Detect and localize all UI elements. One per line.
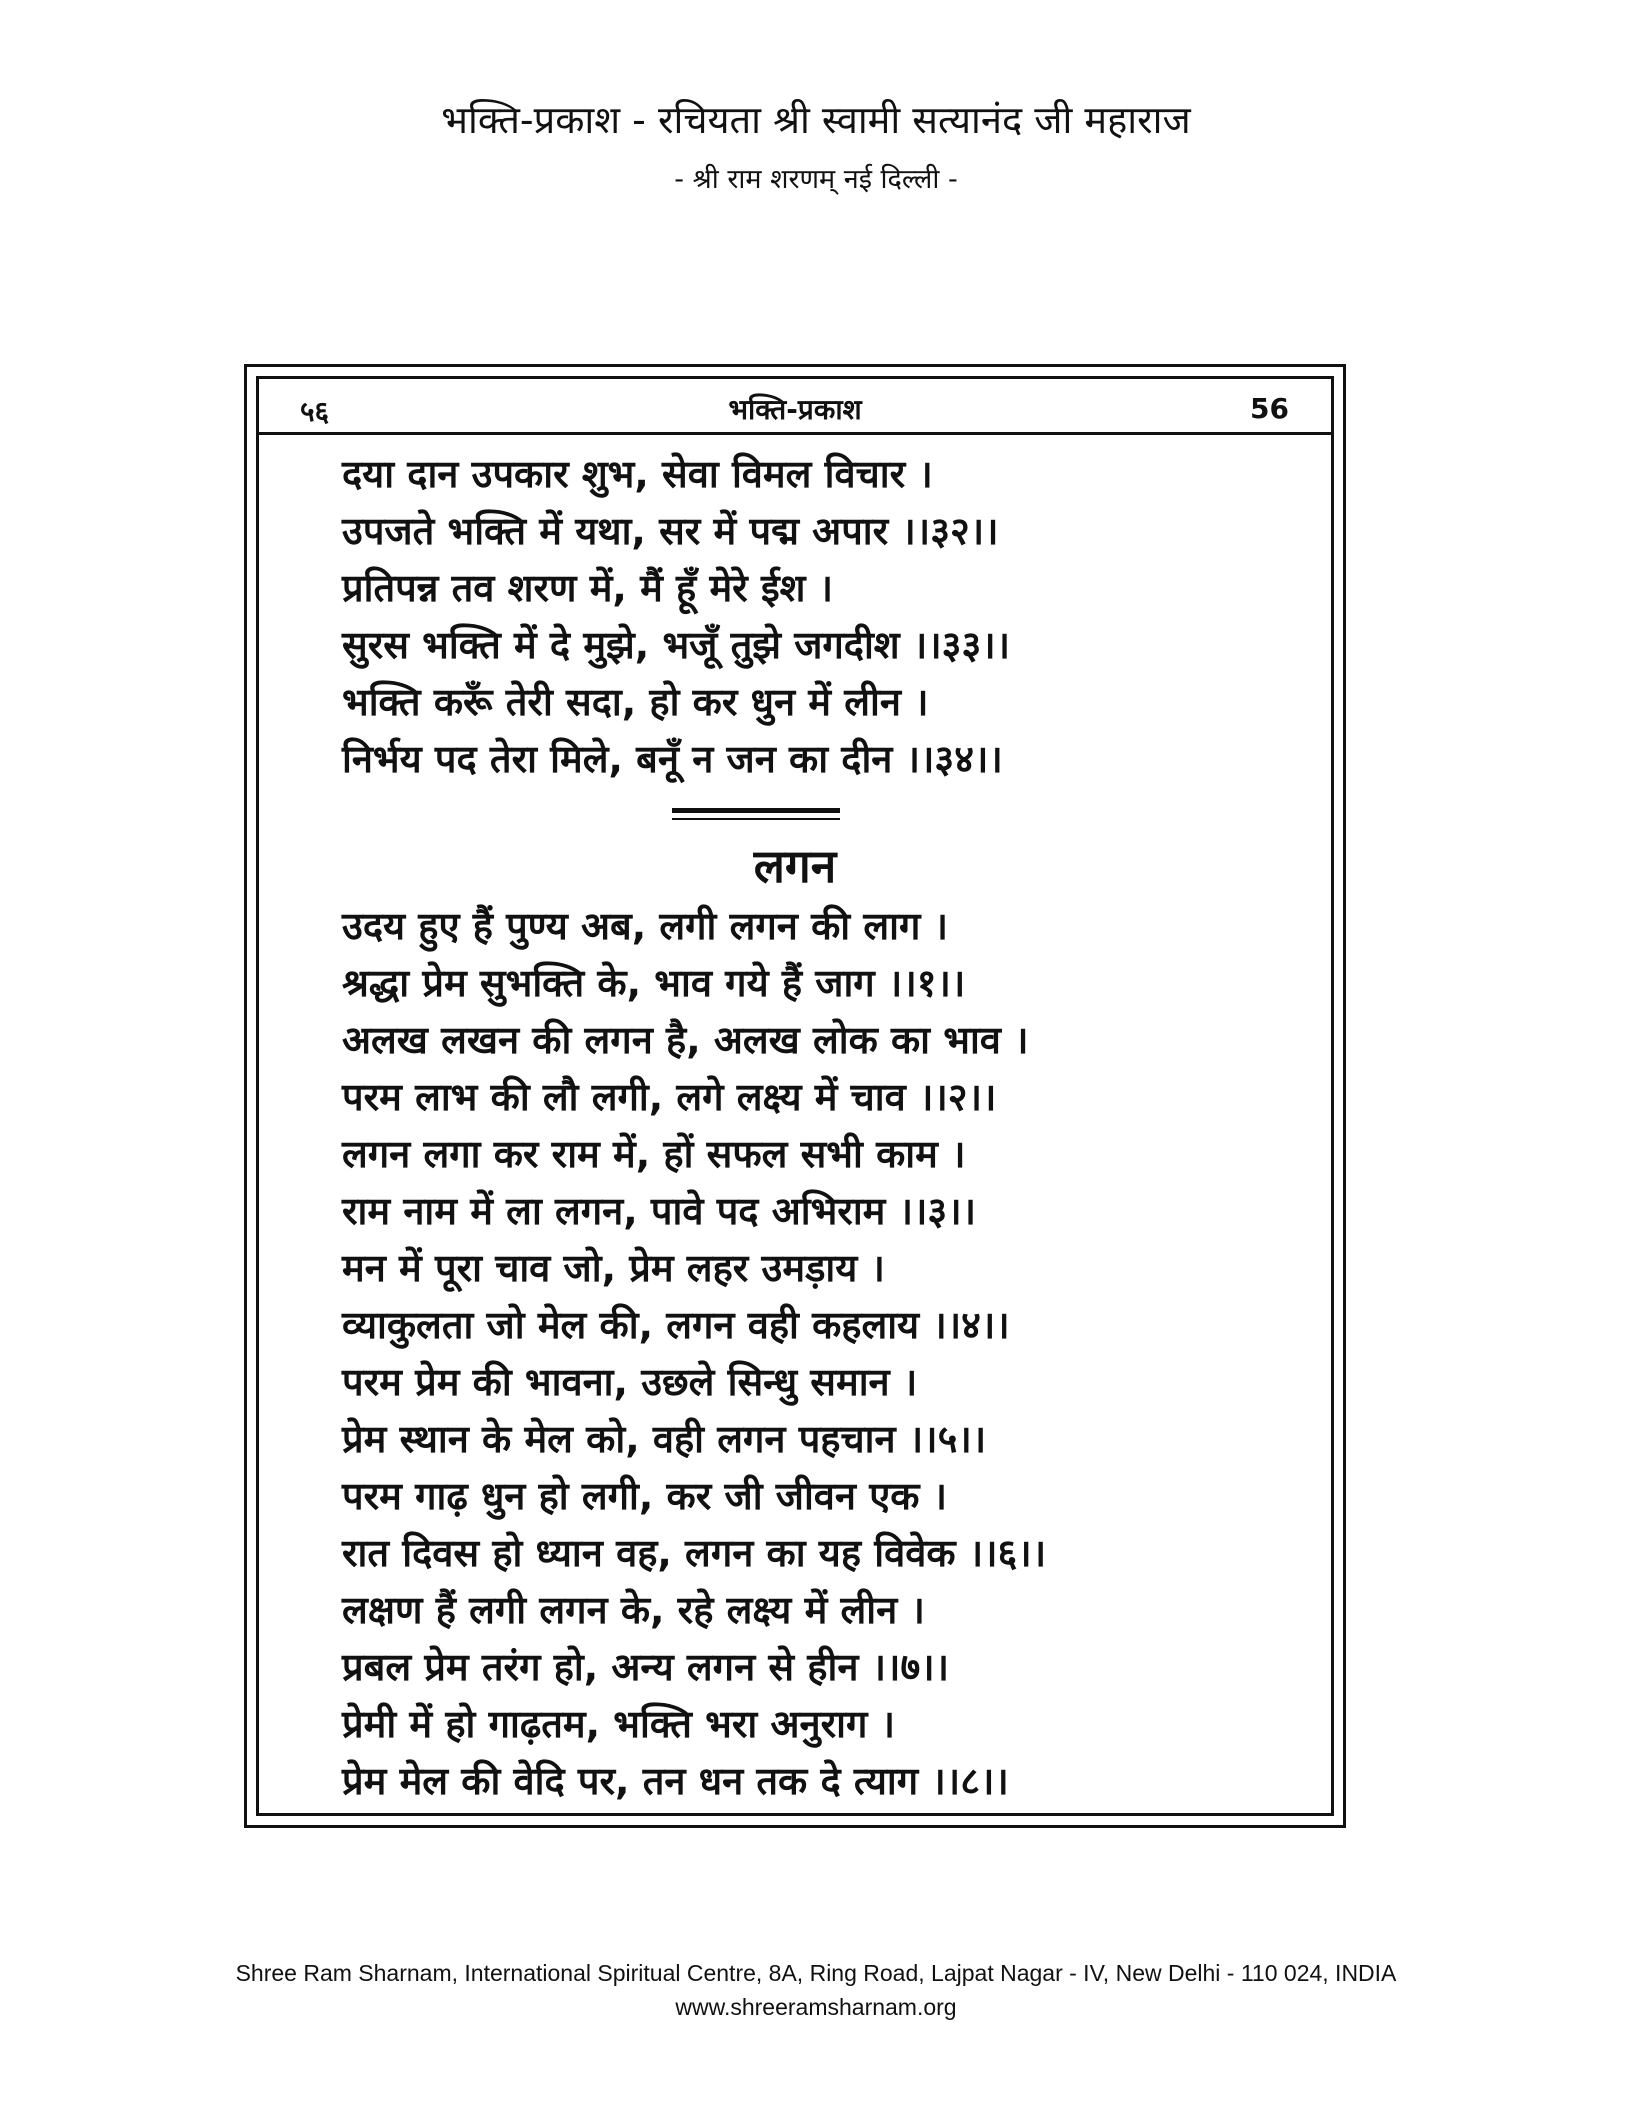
verse-line: प्रतिपन्न तव शरण में, मैं हूँ मेरे ईश । — [342, 566, 834, 610]
verse-line: व्याकुलता जो मेल की, लगन वही कहलाय ।।४।। — [342, 1303, 1010, 1347]
verse-line: अलख लखन की लगन है, अलख लोक का भाव । — [342, 1018, 1029, 1062]
document-title: भक्ति-प्रकाश - रचियता श्री स्वामी सत्यानंद जी महाराज — [441, 98, 1191, 142]
verse-line: सुरस भक्ति में दे मुझे, भजूँ तुझे जगदीश ।।३३।। — [342, 623, 1011, 667]
verse-line: भक्ति करूँ तेरी सदा, हो कर धुन में लीन । — [342, 680, 929, 724]
verse-line: निर्भय पद तेरा मिले, बनूँ न जन का दीन ।।३४।। — [342, 737, 1003, 781]
verse-line: प्रेम मेल की वेदि पर, तन धन तक दे त्याग ।।८।। — [342, 1759, 1009, 1803]
verse-line: परम लाभ की लौ लगी, लगे लक्ष्य में चाव ।।२।। — [342, 1075, 997, 1119]
page-number-devanagari: ५६ — [300, 395, 330, 428]
page-number: 56 — [1250, 392, 1289, 425]
verse-line: दया दान उपकार शुभ, सेवा विमल विचार । — [342, 452, 933, 496]
verse-line: उदय हुए हैं पुण्य अब, लगी लगन की लाग । — [342, 904, 948, 948]
verse-line: लगन लगा कर राम में, हों सफल सभी काम । — [342, 1132, 966, 1176]
verse-line: श्रद्धा प्रेम सुभक्ति के, भाव गये हैं जाग ।।१।। — [342, 961, 966, 1005]
verse-line: प्रबल प्रेम तरंग हो, अन्य लगन से हीन ।।७।। — [342, 1645, 950, 1689]
verse-line: परम प्रेम की भावना, उछले सिन्धु समान । — [342, 1360, 918, 1404]
footer-address: Shree Ram Sharnam, International Spiritual Centre, 8A, Ring Road, Lajpat Nagar - IV, New Delhi - 110 024, INDIA — [235, 1960, 1397, 1986]
section-divider-thick — [672, 808, 840, 813]
verse-line: राम नाम में ला लगन, पावे पद अभिराम ।।३।। — [342, 1189, 976, 1233]
verse-line: रात दिवस हो ध्यान वह, लगन का यह विवेक ।।६।। — [342, 1531, 1047, 1575]
verse-line: प्रेम स्थान के मेल को, वही लगन पहचान ।।५।। — [342, 1417, 987, 1461]
running-book-title: भक्ति-प्रकाश — [728, 393, 862, 426]
document-subtitle: - श्री राम शरणम् नई दिल्ली - — [674, 164, 958, 195]
verse-line: लक्षण हैं लगी लगन के, रहे लक्ष्य में लीन । — [342, 1588, 925, 1632]
footer-website-link[interactable]: www.shreeramsharnam.org — [675, 1994, 957, 2020]
verse-line: उपजते भक्ति में यथा, सर में पद्म अपार ।।३२।। — [342, 509, 999, 553]
section-divider-thin — [672, 818, 840, 820]
section-heading: लगन — [753, 839, 837, 893]
header-rule — [256, 432, 1334, 435]
verse-line: परम गाढ़ धुन हो लगी, कर जी जीवन एक । — [342, 1474, 948, 1518]
verse-line: मन में पूरा चाव जो, प्रेम लहर उमड़ाय । — [342, 1246, 885, 1290]
verse-line: प्रेमी में हो गाढ़तम, भक्ति भरा अनुराग । — [342, 1702, 895, 1746]
